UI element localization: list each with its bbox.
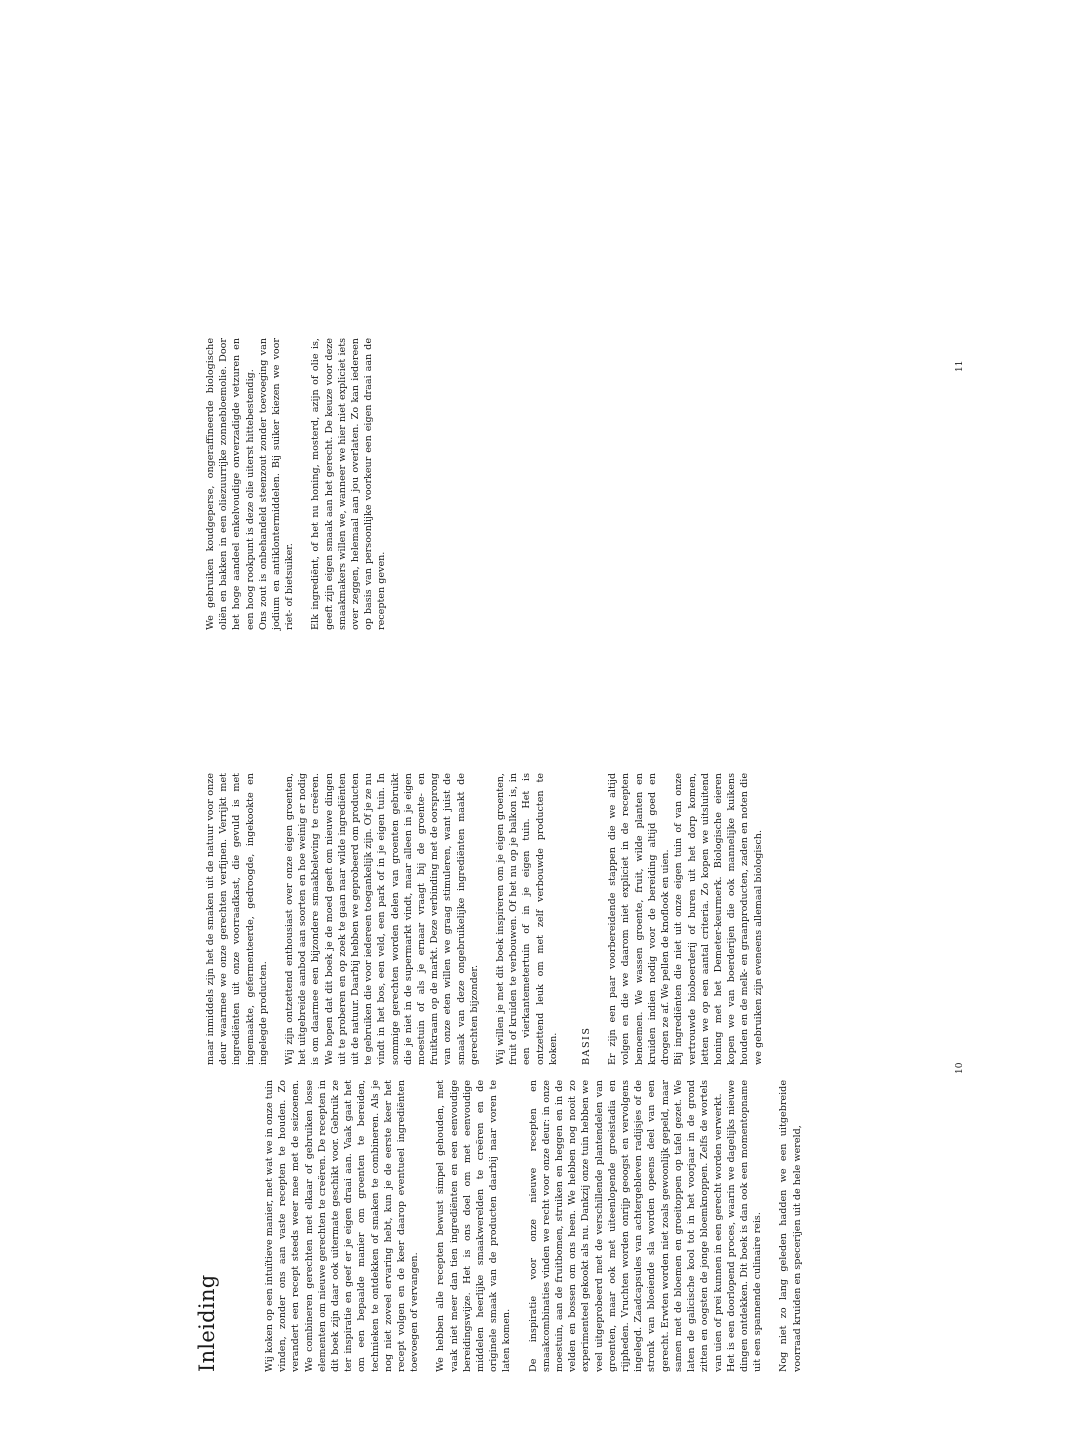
paragraph: Wij willen je met dit boek inspireren om je eigen groenten, fruit of kruiden te verbouwen. Of het nu op je balkon is, in een vierkantemetertuin of in je eigen tuin. Het is ontzettend leuk om met zelf verbouwde producten te koken. (495, 773, 559, 1065)
paragraph: De inspiratie voor onze nieuwe recepten en smaakcombinaties vinden we recht voor onze deur: in onze moestuin, aan de fruitbomen, struiken en heggen en in de velden en bossen om ons heen. We hebben nog nooit zo experimenteel gekookt als nu. Dankzij onze tuin hebben we veel uitgeprobeerd met de verschillende plantendelen van groenten, maar ook met uiteenlopende groeistadia en rijpheden. Vruchten worden onrijp geoogst en vervolgens ingelegd. Zaadcapsules van achtergebleven radijsjes of de stronk van bloeiende sla worden opeens deel van een gerecht. Erwten worden niet zoals gewoonlijk gepeld, maar samen met de bloemen en groeitoppen op tafel gezet. We laten de galicische kool tot in het voorjaar in de grond zitten en oogsten de jonge bloemknoppen. Zelfs de wortels van uien of prei kunnen in een gerecht worden verwerkt. Het is een doorlopend proces, waarin we dagelijks nieuwe dingen ontdekken. Dit boek is dan ook een momentopname uit een spannende culinaire reis. (527, 1080, 764, 1372)
paragraph: Wij zijn ontzettend enthousiast over onze eigen groenten, het uitgebreide aanbod aan soorten en hoe weinig er nodig is om daarmee een bijzondere smaakbeleving te creëren. We hopen dat dit boek je de moed geeft om nieuwe dingen uit te proberen en op zoek te gaan naar wilde ingrediënten uit de natuur. Daarbij hebben we geprobeerd om producten te gebruiken die voor iedereen toegankelijk zijn. Of je ze nu vindt in het bos, een veld, een park of in je eigen tuin. In sommige gerechten worden delen van groenten gebruikt die je niet in de supermarkt vindt, maar alleen in je eigen moestuin of als je ernaar vraagt bij de groente- en fruitkraam op de markt. Deze verbinding met de oorsprong van onze eten willen we graag stimuleren, want juist de smaak van deze ongebruikelijke ingrediënten maakt de gerechten bijzonder. (284, 773, 480, 1065)
right-column-1 (204, 338, 389, 630)
page-number-left: 10 (955, 1062, 965, 1074)
page-number-right: 11 (955, 360, 965, 372)
paragraph: maar inmiddels zijn het de smaken uit de natuur voor onze deur waarmee we onze gerechten verfijnen. Verrijkt met ingrediënten uit onze voorraadkast, die gevuld is met ingemaakte, gefermenteerde, gedroogde, ingekookte en ingelegde producten. (205, 773, 269, 1065)
section-label: BASIS (581, 1026, 593, 1065)
page-title: Inleiding (195, 1274, 219, 1372)
paragraph: Elk ingrediënt, of het nu honing, mosterd, azijn of olie is, geeft zijn eigen smaak aan het gerecht. De keuze voor deze smaakmakers willen we, wanneer we hier niet expliciet iets over zeggen, helemaal aan jou overlaten. Zo kan iedereen op basis van persoonlijke voorkeur een eigen draai aan de recepten geven. (310, 338, 388, 630)
paragraph: Er zijn een paar voorbereidende stappen die we altijd volgen en die we daarom niet expliciet in de recepten benoemen. We wassen groente, fruit, wilde planten en kruiden indien nodig voor de bereiding altijd goed en drogen ze af. We pellen de knoflook en uien. (607, 773, 672, 1065)
left-column-2 (204, 773, 765, 1065)
paragraph: Nog niet zo lang geleden hadden we een uitgebreide voorraad kruiden en specerijen uit de hele wereld, (778, 1080, 803, 1372)
paragraph: Bij ingrediënten die niet uit onze eigen tuin of van onze vertrouwde bioboerderij of buren uit het dorp komen, letten we op een aantal criteria. Zo kopen we uitsluitend honing met het Demeter-keurmerk. Biologische eieren kopen we van boerderijen die ook mannelijke kuikens houden en de melk- en graanproducten, zaden en noten die we gebruiken zijn eveneens allemaal biologisch. (673, 773, 764, 1065)
left-column-1 (263, 1080, 804, 1372)
paragraph: We hebben alle recepten bewust simpel gehouden, met vaak niet meer dan tien ingrediënten en een eenvoudige bereidingswijze. Het is ons doel om met eenvoudige middelen heerlijke smaakwerelden te creëren en de originele smaak van de producten daarbij naar voren te laten komen. (435, 1080, 513, 1372)
paragraph: We gebruiken koudgeperse, ongeraffineerde biologische oliën en bakken in een oliezuurrijke zonnebloemolie. Door het hoge aandeel enkelvoudige onverzadigde vetzuren en een hoog rookpunt is deze olie uiterst hittebestendig. Ons zout is onbehandeld steenzout zonder toevoeging van jodium en antiklontermiddelen. Bij suiker kiezen we voor riet- of bietsuiker. (205, 338, 296, 630)
paragraph: Wij koken op een intuïtieve manier, met wat we in onze tuin vinden, zonder ons aan vaste recepten te houden. Zo verandert een recept steeds weer mee met de seizoenen. We combineren gerechten met elkaar of gebruiken losse elementen om nieuwe gerechten te creëren. De recepten in dit boek zijn daar ook uitermate geschikt voor. Gebruik ze ter inspiratie en geef er je eigen draai aan. Vaak gaat het om een bepaalde manier om groenten te bereiden, technieken te ontdekken of smaken te combineren. Als je nog niet zoveel ervaring hebt, kun je de eerste keer het recept volgen en de keer daarop eventueel ingrediënten toevoegen of vervangen. (264, 1080, 421, 1372)
